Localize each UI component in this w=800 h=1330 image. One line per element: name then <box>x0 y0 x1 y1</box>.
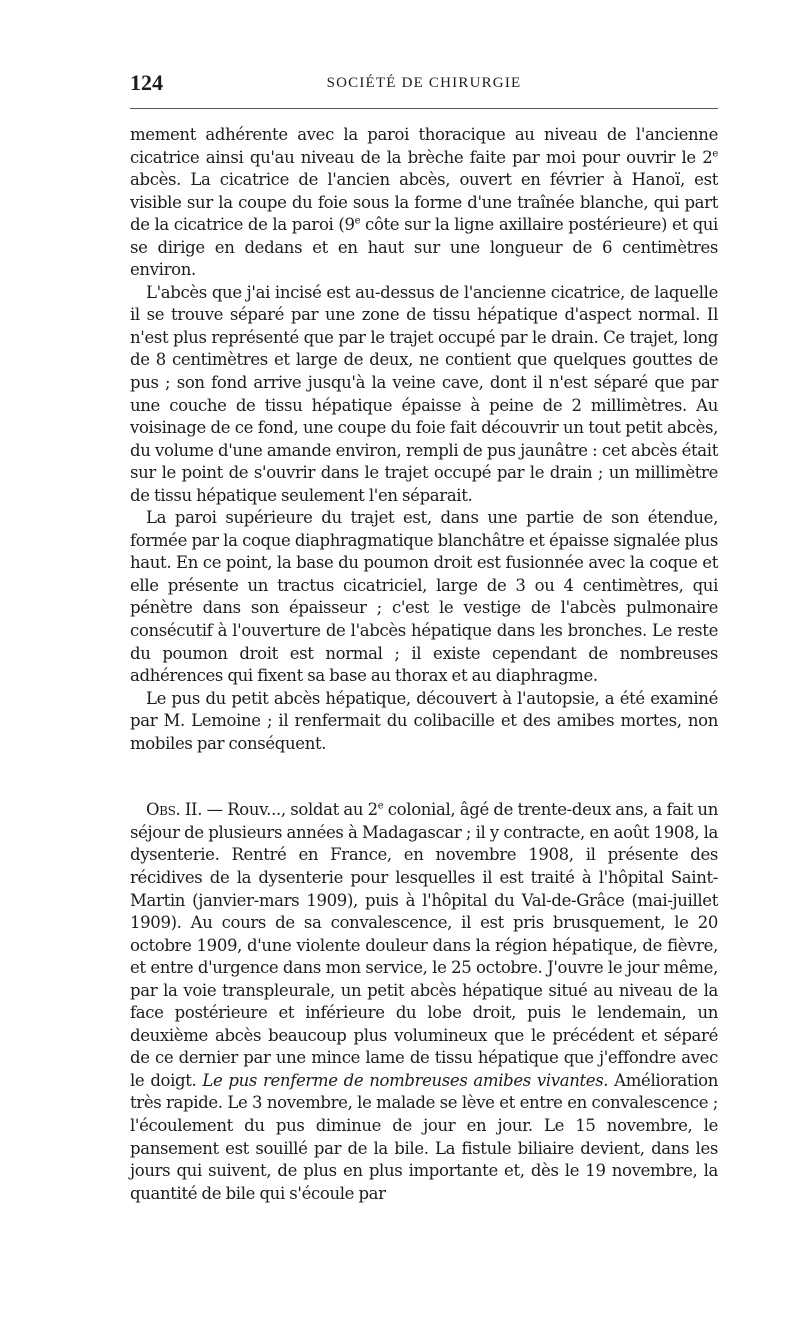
italic-text: Le pus renferme de nombreuses amibes vivantes. <box>202 1070 609 1090</box>
page-number: 124 <box>130 70 163 95</box>
text-run: côte sur la ligne axillaire postérieure) et qui se dirige en dedans et en haut sur une longueur de 6 centimètres environ. <box>130 215 718 280</box>
text-run: — Rouv..., soldat au 2 <box>202 800 378 820</box>
body-text <box>130 124 718 1205</box>
text-run: Amélioration très rapide. Le 3 novembre, le malade se lève et entre en convalescence ; l'écoulement du pus diminue de jour en jour. Le 15 novembre, le pansement est souillé par de la bile. La fistule biliaire devient, dans les jours qui suivent, de plus en plus importante et, dès le 19 novembre, la quantité de bile qui s'écoule par <box>130 1070 718 1203</box>
text-run: mement adhérente avec la paroi thoracique au niveau de l'ancienne cicatrice ainsi qu'au niveau de la brèche faite par moi pour ouvrir le 2 <box>130 125 718 167</box>
journal-title: SOCIÉTÉ DE CHIRURGIE <box>326 75 522 91</box>
observation-label: Obs. II. <box>146 800 203 820</box>
superscript: e <box>354 215 361 227</box>
text-run: abcès. La cicatrice de l'ancien abcès, ouvert en février à Hanoï, est visible sur la coupe du foie sous la forme d'une traînée blanche, qui part de la cicatrice de la paroi (9 <box>130 170 718 235</box>
header-rule <box>130 108 718 109</box>
paragraph: La paroi supérieure du trajet est, dans une partie de son étendue, formée par la coque diaphragmatique blanchâtre et épaisse signalée plus haut. En ce point, la base du poumon droit est fusionnée avec la coque et elle présente un tractus cicatriciel, large de 3 ou 4 centimètres, qui pénètre dans son épaisseur ; c'est le vestige de l'abcès pulmonaire consécutif à l'ouverture de l'abcès hépatique dans les bronches. Le reste du poumon droit est normal ; il existe cependant de nombreuses adhérences qui fixent sa base au thorax et au diaphragme. <box>130 508 718 686</box>
superscript: e <box>377 800 384 812</box>
text-run: colonial, âgé de trente-deux ans, a fait un séjour de plusieurs années à Madagascar ; il y contracte, en août 1908, la dysenterie. Rentré en France, en novembre 1908, il présente des récidives de la dysenterie pour lesquelles il est traité à l'hôpital Saint-Martin (janvier-mars 1909), puis à l'hôpital du Val-de-Grâce (mai-juillet 1909). Au cours de sa convalescence, il est pris brusquement, le 20 octobre 1909, d'une violente douleur dans la région hépatique, de fièvre, et entre d'urgence dans mon service, le 25 octobre. J'ouvre le jour même, par la voie transpleurale, un petit abcès hépatique situé au niveau de la face postérieure et inférieure du lobe droit, puis le lendemain, un deuxième abcès beaucoup plus volumineux que le précédent et séparé de ce dernier par une mince lame de tissu hépatique que j'effondre avec le doigt. <box>130 800 718 1090</box>
running-head <box>130 70 718 100</box>
paragraph: Le pus du petit abcès hépatique, découvert à l'autopsie, a été examiné par M. Lemoine ; il renfermait du colibacille et des amibes mortes, non mobiles par conséquent. <box>130 688 718 753</box>
paragraph <box>130 124 718 282</box>
paragraph: L'abcès que j'ai incisé est au-dessus de l'ancienne cicatrice, de laquelle il se trouve séparé par une zone de tissu hépatique d'aspect normal. Il n'est plus représenté que par le trajet occupé par le drain. Ce trajet, long de 8 centimètres et large de deux, ne contient que quelques gouttes de pus ; son fond arrive jusqu'à la veine cave, dont il n'est séparé que par une couche de tissu hépatique épaisse à peine de 2 millimètres. Au voisinage de ce fond, une coupe du foie fait découvrir un tout petit abcès, du volume d'une amande environ, rempli de pus jaunâtre : cet abcès était sur le point de s'ouvrir dans le trajet occupé par le drain ; un millimètre de tissu hépatique seulement l'en séparait. <box>130 282 718 505</box>
observation-paragraph <box>130 799 718 1205</box>
superscript: e <box>712 148 718 160</box>
